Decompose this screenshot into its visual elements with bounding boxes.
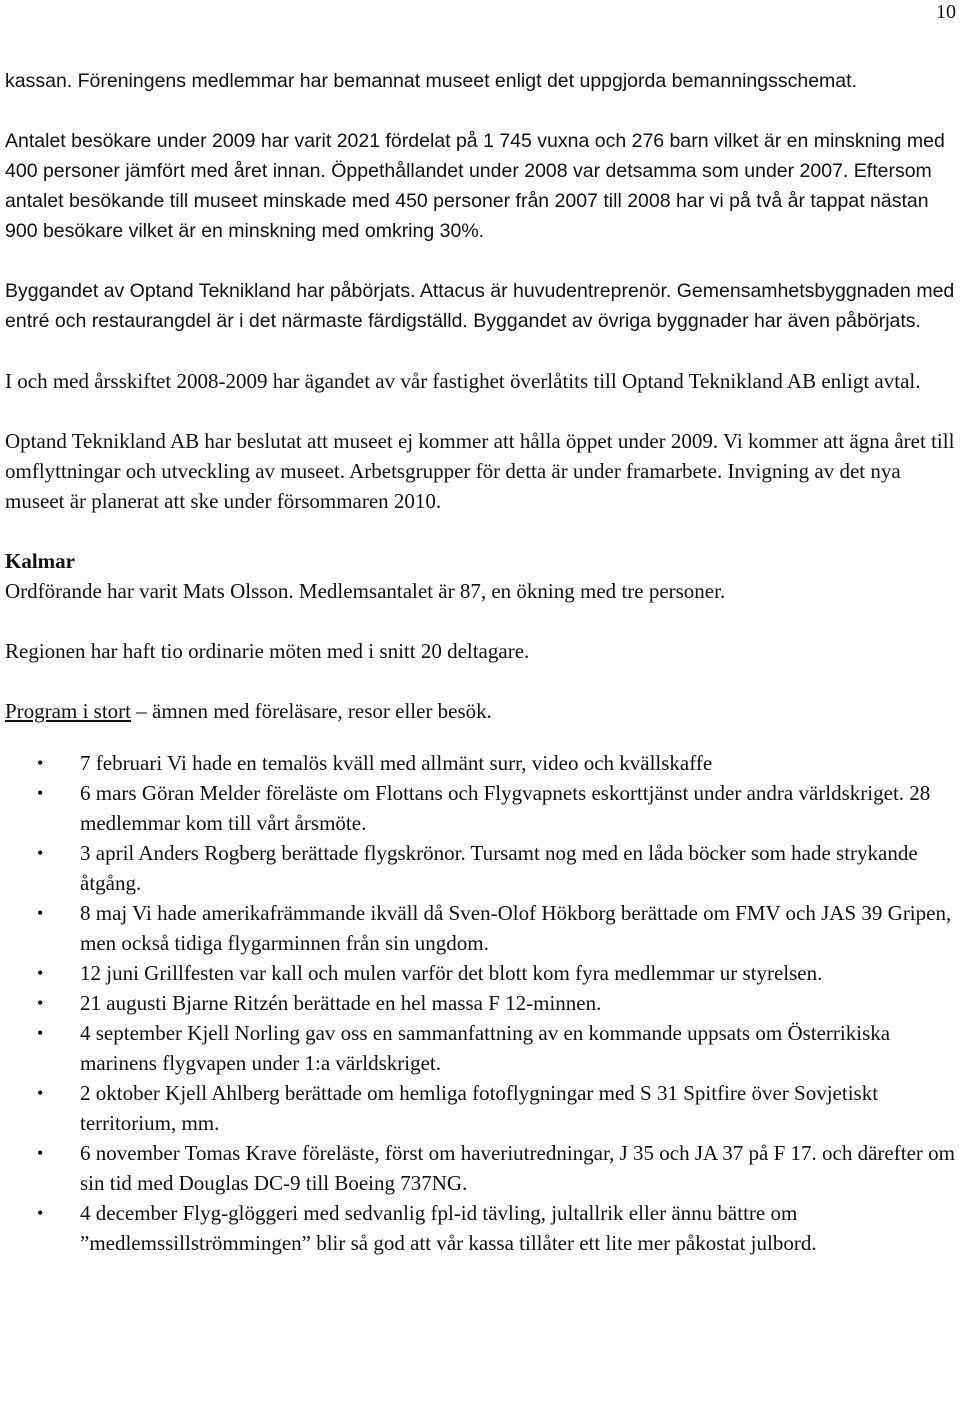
event-text: 21 augusti Bjarne Ritzén berättade en hel massa F 12-minnen. (80, 991, 602, 1015)
event-text: 2 oktober Kjell Ahlberg berättade om hemliga fotoflygningar med S 31 Spitfire över Sovjetiskt territorium, mm. (80, 1081, 879, 1135)
list-item (5, 1198, 955, 1258)
visitors-decline-text: Eftersom antalet besökande till museet minskade med 450 personer från 2007 till 2008 har vi på två år tappat nästan 900 besökare vilket är en minskning med omkring 30%. (5, 160, 932, 242)
list-item (5, 1018, 955, 1078)
bullet-icon: • (37, 1023, 44, 1043)
list-item (5, 1078, 955, 1138)
paragraph-visitors (5, 126, 955, 246)
event-text: 8 maj Vi hade amerikafrämmande ikväll då Sven-Olof Hökborg berättade om FMV och JAS 39 Gripen, men också tidiga flygarminnen från sin ungdom. (80, 901, 952, 955)
bullet-icon: • (37, 993, 44, 1013)
paragraph-museum-staffing: kassan. Föreningens medlemmar har bemannat museet enligt det uppgjorda bemanningsschemat. (5, 70, 857, 92)
bullet-icon: • (37, 1203, 44, 1223)
list-item (5, 1138, 955, 1198)
paragraph-kalmar-meetings: Regionen har haft tio ordinarie möten med i snitt 20 deltagare. (5, 639, 530, 663)
paragraph-program (5, 696, 955, 726)
list-item (5, 988, 955, 1018)
bullet-icon: • (37, 753, 44, 773)
paragraph-construction: Byggandet av Optand Teknikland har påbörjats. Attacus är huvudentreprenör. Gemensamhetsbyggnaden med entré och restaurangdel är i det närmaste färdigställd. Byggandet av övriga byggnader har även påbörjats. (5, 280, 955, 332)
bullet-icon: • (37, 783, 44, 803)
list-item (5, 958, 955, 988)
event-text: 12 juni Grillfesten var kall och mulen varför det blott kom fyra medlemmar ur styrelsen. (80, 961, 823, 985)
event-text: 7 februari Vi hade en temalös kväll med allmänt surr, video och kvällskaffe (80, 751, 713, 775)
section-heading-kalmar: Kalmar (5, 549, 75, 573)
event-text: 3 april Anders Rogberg berättade flygskrönor. Tursamt nog med en låda böcker som hade strykande åtgång. (80, 841, 918, 895)
list-item (5, 748, 955, 778)
bullet-icon: • (37, 1143, 44, 1163)
bullet-icon: • (37, 843, 44, 863)
event-text: 6 mars Göran Melder föreläste om Flottans och Flygvapnets eskorttjänst under andra världskriget. 28 medlemmar kom till vårt årsmöte. (80, 781, 931, 835)
document-body (5, 66, 955, 1258)
page-number: 10 (936, 1, 956, 23)
list-item (5, 838, 955, 898)
event-list (5, 748, 955, 1258)
visitors-text: Antalet besökare under 2009 har varit 2021 fördelat på 1 745 vuxna och 276 barn vilket är en minskning med 400 personer jämfört med året innan. Öppethållandet under 2008 var detsamma som under 2007. (5, 130, 945, 182)
event-text: 6 november Tomas Krave föreläste, först om haveriutredningar, J 35 och JA 37 på F 17. och därefter om sin tid med Douglas DC-9 till Boeing 737NG. (80, 1141, 955, 1195)
list-item (5, 778, 955, 838)
event-text: 4 september Kjell Norling gav oss en sammanfattning av en kommande uppsats om Österrikiska marinens flygvapen under 1:a världskriget. (80, 1021, 891, 1075)
bullet-icon: • (37, 903, 44, 923)
paragraph-kalmar-chair: Ordförande har varit Mats Olsson. Medlemsantalet är 87, en ökning med tre personer. (5, 579, 726, 603)
program-label: Program i stort (5, 699, 131, 723)
event-text: 4 december Flyg-glöggeri med sedvanlig fpl-id tävling, jultallrik eller ännu bättre om ”medlemssillströmmingen” blir så god att vår kassa tillåter ett lite mer påkostat julbord. (80, 1201, 817, 1255)
paragraph-museum-closed: Optand Teknikland AB har beslutat att museet ej kommer att hålla öppet under 2009. Vi kommer att ägna året till omflyttningar och utveckling av museet. Arbetsgrupper för detta är under framarbete. Invigning av det nya museet är planerat att ske under försommaren 2010. (5, 429, 955, 513)
program-description: – ämnen med föreläsare, resor eller besök. (131, 699, 492, 723)
bullet-icon: • (37, 1083, 44, 1103)
bullet-icon: • (37, 963, 44, 983)
paragraph-ownership: I och med årsskiftet 2008-2009 har ägandet av vår fastighet överlåtits till Optand Teknikland AB enligt avtal. (5, 369, 921, 393)
list-item (5, 898, 955, 958)
